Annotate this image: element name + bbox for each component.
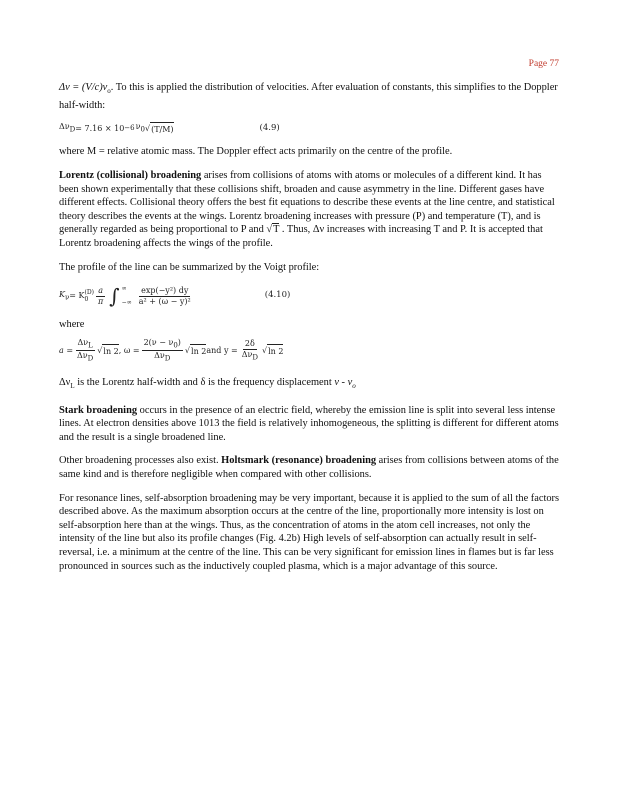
paragraph-text: occurs in the presence of an electric field, whereby the emission line is split into several less intense lines. At electron densities above 1013 the field is relatively inhomogeneous, the splitting is different for different atoms and the result is a single broadened line. [59,404,559,443]
sqrt-t: T [273,224,280,236]
def-w-num-end: ) [177,337,181,347]
eq-lhs-sub: D [69,125,76,134]
eq-k0-sup: (D) [84,289,94,297]
eq-a-num: a [98,285,103,295]
eq-k0: = K [69,291,85,301]
lorentz-halfwidth-symbol: Δν [59,376,71,388]
eq-lhs: Δν [59,122,70,132]
eq-f-den: a² + (ω − y)² [138,296,191,306]
lorentz-paragraph: Lorentz (collisional) broadening arises from collisions of atoms with atoms or molecules of a different kind. It has been shown experimentally that these collisions shift, broaden and cause asymmetry in the line. Different gases have different effects. Collisional theory offers the best fit equations to describe these events at the line centre, and statistical theory describes the events at the wings. Lorentz broadening increases with pressure (P) and temperature (T), and is generally regarded as being proportional to P and √T . Thus, Δν increases with increasing T and P. It is accepted that Lorentz broadening affects the wings of the profile. [59,170,555,250]
paragraph-text: For resonance lines, self-absorption broadening may be very important, because it is applied to the sum of all the factors described above. As the maximum absorption occurs at the centre of the line, proportionally more intensity is lost on self-absorption here than at the wings. Thus, as the concentration of atoms in the atom cell increases, not only the intensity of the line but also its profile changes (Fig. 4.2b) High levels of self-absorption can actually result in self-reversal, i.e. a minimum at the centre of the line. This can be very significant for emission lines in flames but is far less pronounced in sources such as the inductively coupled plasma, which is a major advantage of this source. [59,492,560,572]
def-w-num: 2(ν − ν [143,337,174,347]
def-and-y: and y = [206,346,238,356]
page-number: Page 77 [528,59,559,69]
def-w-den-sub: D [164,354,171,363]
paragraph-text-2: . Thus, Δν increases with increasing T and P. It is accepted that Lorentz broadening affects the wings of the profile. [59,224,543,250]
def-w-den: Δν [154,351,165,361]
def-a-num-sub: L [88,341,93,350]
displacement-formula: ν - ν [334,376,353,388]
equation-definitions: a = $\frac{\Delta\nu_L}{\Delta\nu_D}$ √ ln 2 , ω = $\frac{2(\nu - \nu_0)}{\Delta\nu_D}$ √ ln 2 and y = $\frac{2\delta}{\Delta\nu_D}$ √ ln 2 [59,337,284,363]
def-omega-lhs: , ω = [118,346,140,356]
def-a-den: Δν [77,351,88,361]
def-ln2-2: ln 2 [190,344,206,359]
def-a-lhs: a = [59,346,74,356]
eq-nu0: ν [135,122,141,132]
def-a-den-sub: D [87,354,94,363]
doppler-effect-paragraph [59,145,562,159]
equation-number: (4.10) [264,290,291,301]
stark-heading: Stark broadening [59,404,138,416]
lorentz-heading: Lorentz (collisional) broadening [59,170,202,182]
paragraph-text: where [59,319,85,331]
paragraph-text: where M = relative atomic mass. The Doppler effect acts primarily on the centre of the profile. [59,146,453,158]
eq-sqrt-body: (T/M) [150,122,173,137]
where-label [59,318,562,332]
paragraph-text: Other broadening processes also exist. [59,455,222,467]
eq-f-num: exp(−y²) dy [141,285,189,295]
paragraph-text: . To this is applied the distribution of velocities. After evaluation of constants, this simplifies to the Doppler half-width: [59,82,558,111]
paragraph-text: arises from collisions of atoms with atoms or molecules of a different kind. It has been shown experimentally that these collisions shift, broaden and cause asymmetry in the line. Different gases have different effects. Collisional theory offers the best fit equations to describe these events at the line centre, and statistical theory describes the events at the wings. Lorentz broadening increases with pressure (P) and temperature (T), and is generally regarded as being proportional to P and [59,170,555,236]
eq-int-upper: ∞ [121,285,127,293]
equation-4-10: $K_\nu$ = K (D) 0 $\frac{a}{\pi}$ ∫ ∞ −∞ $\frac{\text{exp(−y²) dy}}{\text{a² + (ω − y)²}}$ (4.10) [59,284,291,309]
eq-k0-sub: 0 [84,296,89,304]
equation-number: (4.9) [259,123,280,134]
voigt-intro-paragraph [59,261,562,275]
eq-lhs: K [59,289,65,299]
def-y-num: 2δ [244,339,255,349]
eq-exponent: −6 [124,124,135,133]
stark-paragraph [59,404,562,445]
eq-constant: = 7.16 × 10 [75,124,125,134]
eq-a-den: π [97,296,104,306]
eq-nu0-sub: 0 [140,125,145,134]
def-ln2-3: ln 2 [267,344,283,359]
symbol-sub: L [70,382,75,391]
doppler-intro-paragraph [59,81,562,112]
paragraph-text: The profile of the line can be summarized by the Voigt profile: [59,261,320,273]
self-absorption-paragraph [59,492,562,574]
half-width-paragraph [59,376,562,394]
eq-lhs-sub: ν [64,293,70,302]
document-body [59,81,562,583]
paragraph-text: is the Lorentz half-width and δ is the frequency displacement [74,376,335,388]
eq-int-lower: −∞ [121,299,132,307]
def-ln2: ln 2 [102,344,118,359]
equation-4-9: $\Delta\nu_D$ = 7.16 × 10 −6 $\nu_0$ √ (T/M) (4.9) [59,120,562,137]
def-y-den-sub: D [252,353,258,362]
formula-sub: o [352,382,356,391]
holtsmark-heading: Holtsmark (resonance) broadening [221,455,377,467]
paragraph-text-2: arises from collisions between atoms of the same kind and is therefore negligible when compared with other collisions. [59,455,559,481]
velocity-formula: Δν = (V/c)ν [59,82,108,93]
def-y-den: Δν [241,350,253,360]
holtsmark-paragraph [59,454,562,481]
def-a-num: Δν [77,337,89,347]
formula-subscript: o [107,87,111,96]
def-w-num-sub: 0 [173,341,178,350]
